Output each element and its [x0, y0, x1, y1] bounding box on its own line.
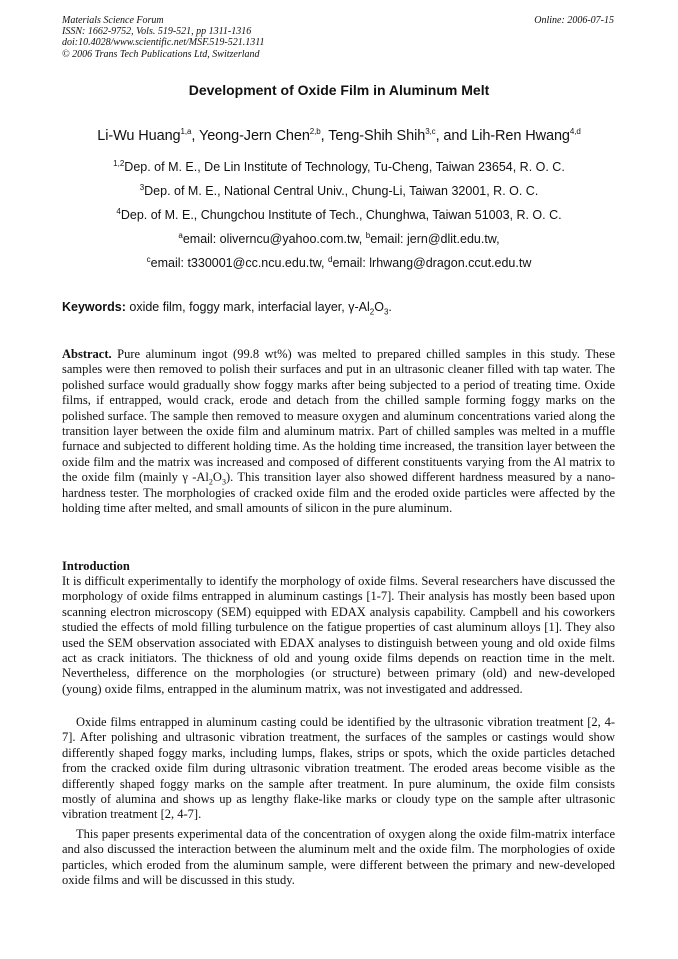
abstract-text: Pure aluminum ingot (99.8 wt%) was melted to prepared chilled samples in this study. These samples were then removed to polish their surfaces and put in an ultrasonic cleaner filled with tap water. The polished surface would gradually show foggy marks after being subjected to a period of treating time. Oxide films, if entrapped, would crack, erode and detach from the chilled sample forming foggy marks on the polished surface. The sample then removed to measure oxygen and aluminum concentrations varied along the transition layer between the oxide film and aluminum matrix. Part of chilled samples was melted in a muffle furnace and subjected to different holding time. As the holding time increased, the transition layer between the oxide film and the matrix was increased and composed of different constituents varying from the Al matrix to the oxide film (mainly γ -Al	[62, 347, 615, 485]
keywords-text: oxide film, foggy mark, interfacial layer, γ-Al	[125, 300, 370, 314]
email-address: email: lrhwang@dragon.ccut.edu.tw	[332, 256, 532, 270]
abstract-text: ). This transition layer also showed different hardness measured by a nano-hardness tester. The morphologies of cracked oxide film and the eroded oxide particles were affected by the holding time after melted, and small amounts of silicon in the pure aluminum.	[62, 470, 615, 516]
email-line	[0, 256, 678, 270]
author-name: Teng-Shih Shih	[328, 128, 426, 144]
email-superscript: c	[146, 254, 151, 264]
author-name: Yeong-Jern Chen	[198, 128, 310, 144]
journal-name: Materials Science Forum	[62, 15, 164, 26]
affiliation-text: Dep. of M. E., Chungchou Institute of Tech., Chunghwa, Taiwan 51003, R. O. C.	[120, 208, 562, 222]
affiliation	[0, 184, 678, 198]
keywords-text: .	[388, 300, 392, 314]
affiliation	[0, 160, 678, 174]
author-separator: , and	[435, 128, 472, 144]
author-separator: ,	[191, 128, 199, 144]
journal-copyright: © 2006 Trans Tech Publications Ltd, Switzerland	[62, 48, 260, 60]
email-address: email: jern@dlit.edu.tw,	[370, 232, 500, 246]
author-superscript: 1,a	[180, 127, 192, 137]
affiliation-superscript: 3	[139, 182, 145, 192]
abstract-label: Abstract.	[62, 347, 112, 361]
email-superscript: b	[365, 230, 371, 240]
email-line	[0, 232, 678, 246]
journal-issn: ISSN: 1662-9752, Vols. 519-521, pp 1311-1316	[62, 26, 252, 38]
affiliation-text: Dep. of M. E., De Lin Institute of Technology, Tu-Cheng, Taiwan 23654, R. O. C.	[124, 160, 565, 174]
journal-doi: doi:10.4028/www.scientific.net/MSF.519-521.1311	[62, 37, 265, 49]
affiliation-superscript: 4	[116, 206, 121, 216]
author-superscript: 2,b	[309, 127, 321, 137]
paragraph: This paper presents experimental data of the concentration of oxygen along the oxide film-matrix interface and also discussed the interaction between the aluminum melt and the oxide film. The morphologies of oxide particles, which eroded from the aluminum sample, were different between the primary and new-developed oxide films and will be discussed in this study.	[62, 827, 615, 888]
author-superscript: 4,d	[569, 127, 581, 137]
subscript: 3	[383, 307, 389, 317]
email-address: email: oliverncu@yahoo.com.tw,	[182, 232, 366, 246]
subscript: 3	[221, 477, 226, 487]
author-name: Li-Wu Huang	[97, 128, 181, 144]
abstract-text: O	[212, 470, 222, 485]
section-heading: Introduction	[62, 559, 130, 573]
paper-title: Development of Oxide Film in Aluminum Melt	[188, 82, 490, 98]
keywords	[62, 300, 392, 317]
online-date: Online: 2006-07-15	[534, 15, 614, 26]
keywords-label: Keywords:	[62, 300, 126, 314]
affiliation-superscript: 1,2	[113, 158, 125, 168]
author-superscript: 3,c	[425, 127, 436, 137]
affiliation-text: Dep. of M. E., National Central Univ., Chung-Li, Taiwan 32001, R. O. C.	[144, 184, 539, 198]
email-address: email: t330001@cc.ncu.edu.tw,	[150, 256, 328, 270]
subscript: 2	[208, 477, 213, 487]
email-superscript: a	[178, 230, 183, 240]
author-list	[0, 128, 678, 144]
abstract	[62, 347, 615, 516]
paragraph: Oxide films entrapped in aluminum casting could be identified by the ultrasonic vibration treatment [2, 4-7]. After polishing and ultrasonic vibration treatment, the surfaces of the samples or castings would show differently shaped foggy marks, including lumps, flakes, strips or spots, which the oxide particles detached from the cracked oxide film during ultrasonic vibration treatment. The eroded areas become visible as the differently shaped foggy marks on the sample after treatment. In pure aluminum, the oxide film consists mostly of alumina and shows up as lengthy flake-like marks or cloudy type on the sample after ultrasonic vibration treatment [2, 4-7].	[62, 715, 615, 822]
author-name: Lih-Ren Hwang	[471, 128, 570, 144]
email-superscript: d	[328, 254, 333, 264]
affiliation	[0, 208, 678, 222]
paragraph: It is difficult experimentally to identify the morphology of oxide films. Several researchers have discussed the morphology of oxide films entrapped in aluminum castings [1-7]. Their analysis has mostly been based upon scanning electron microscopy (SEM) equipped with EDAX analysis capability. Campbell and his coworkers studied the effects of mold filling turbulence on the fatigue properties of cast aluminum alloys [1]. They also used the SEM observation associated with EDAX analyses to distinguish between young and old oxide films act as crack initiators. The thickness of old and young oxide films depends on reaction time in the melt. Nevertheless, difference on the morphologies (or structure) between primary (old) and new-developed (young) oxide films, entrapped in the aluminum matrix, was not investigated and addressed.	[62, 574, 615, 696]
keywords-text: O	[374, 300, 384, 314]
subscript: 2	[369, 307, 375, 317]
journal-header	[62, 15, 265, 60]
author-separator: ,	[320, 128, 329, 144]
